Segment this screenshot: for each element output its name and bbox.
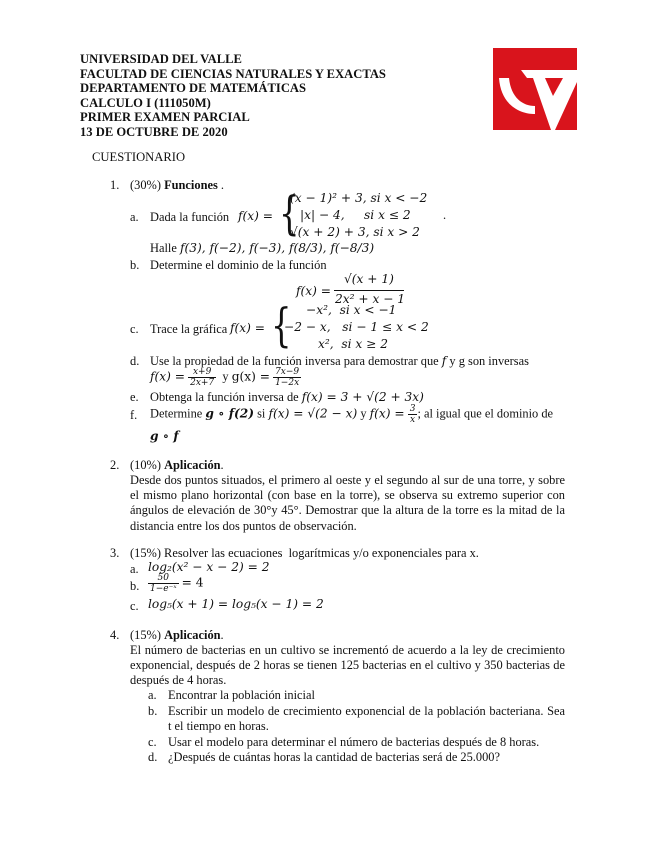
q1-title: Funciones — [164, 178, 218, 192]
q1a-fx: f(x) = — [238, 209, 273, 223]
q1a-period: . — [443, 208, 447, 222]
section-title: CUESTIONARIO — [92, 150, 186, 164]
q1e-text: Obtenga la función inversa de — [150, 390, 299, 404]
q1a-text: Dada la función — [150, 210, 230, 224]
q1-heading — [130, 178, 224, 193]
q1c-case-1: −x², si x < −1 — [306, 303, 397, 317]
q1f-tail: ; al igual que el dominio de — [417, 406, 554, 421]
q1f-fx1: f(x) = √(2 − x) — [268, 406, 358, 421]
q3c-math: log₅(x + 1) = log₅(x − 1) = 2 — [148, 597, 324, 611]
q1f-si: si — [257, 406, 266, 421]
q4d-label: d. — [148, 750, 158, 764]
q3c-label: c. — [130, 599, 139, 613]
q3a-math: log₂(x² − x − 2) = 2 — [148, 560, 270, 574]
q4-tail: . — [220, 628, 224, 642]
q1c-brace: { — [271, 298, 292, 352]
q2-title: Aplicación — [164, 458, 221, 472]
q1a-case-3 — [290, 225, 420, 239]
q1c-case-3: x², si x ≥ 2 — [318, 337, 388, 351]
q1f-fx2-numerator: 3 — [409, 404, 416, 414]
q2-tail: . — [220, 458, 224, 472]
q1e-math: f(x) = 3 + √(2 + 3x) — [301, 390, 424, 404]
q1f-gof2: g ∘ f(2) — [205, 406, 254, 421]
q4c-label: c. — [148, 735, 157, 749]
q1f-fx2-lhs: f(x) = — [369, 406, 405, 421]
header-line: PRIMER EXAMEN PARCIAL — [80, 110, 250, 125]
q2-heading — [130, 458, 224, 473]
q1c-label: c. — [130, 322, 139, 336]
q4b-text: Escribir un modelo de crecimiento exponencial de la población bacteriana. Sea t el tiempo en horas. — [168, 704, 565, 734]
q1b-lhs: f(x) = — [296, 284, 331, 298]
q1f-fx2-denominator: x — [410, 415, 416, 425]
header-line: CALCULO I (111050M) — [80, 95, 211, 110]
q1d-f: f — [441, 354, 447, 368]
q1b-denominator: 2x² + x − 1 — [335, 292, 406, 306]
q1b-label: b. — [130, 258, 140, 272]
q4d-text: ¿Después de cuántas horas la cantidad de bacterias será de 25.000? — [168, 750, 500, 764]
q4-heading — [130, 628, 224, 643]
q1d-g-denominator: 1−2x — [275, 378, 300, 388]
q3b-denominator: 1−e⁻ˣ — [150, 584, 177, 594]
q3b-fraction — [148, 573, 179, 594]
q1d-label: d. — [130, 354, 140, 368]
q1a-label: a. — [130, 210, 139, 224]
q3b-numerator: 50 — [148, 573, 179, 584]
q4c-text: Usar el modelo para determinar el número de bacterias después de 8 horas. — [168, 735, 540, 749]
q4-number: 4. — [110, 628, 120, 642]
q1a-brace: { — [279, 186, 300, 240]
q1a-halle-math: f(3), f(−2), f(−3), f(8/3), f(−8/3) — [179, 241, 375, 255]
q1d-g-fraction — [273, 367, 301, 388]
q1d-f-fraction — [188, 367, 216, 388]
q1-tail: . — [217, 178, 224, 192]
q1f-text: Determine — [150, 406, 203, 421]
q4-body: El número de bacterias en un cultivo se incrementó de acuerdo a la ley de crecimiento exponencial, después de 2 horas se tienen 125 bacterias en el cultivo y 350 bacterias de después de 4 horas. — [130, 643, 565, 688]
q1e-label: e. — [130, 390, 139, 404]
q1f-gof: g ∘ f — [150, 429, 179, 443]
q1b-text: Determine el dominio de la función — [150, 258, 327, 272]
q1-number: 1. — [110, 178, 120, 192]
q3-text: (15%) Resolver las ecuaciones logarítmicas y/o exponenciales para x. — [130, 546, 479, 560]
q1a-case-3-text: √(x + 2) + 3, si x > 2 — [290, 225, 420, 239]
q1d-and: y — [222, 369, 229, 384]
q1b-numerator: √(x + 1) — [344, 272, 394, 286]
header-line: DEPARTAMENTO DE MATEMÁTICAS — [80, 81, 307, 96]
header-block — [80, 52, 386, 140]
q3b-label: b. — [130, 579, 140, 593]
q1a-halle — [150, 241, 374, 256]
q1c-fx: f(x) = — [230, 321, 265, 335]
q1f-label: f. — [130, 408, 138, 422]
q3b-rhs: = 4 — [181, 575, 204, 590]
q1a-case-1: (x − 1)² + 3, si x < −2 — [290, 191, 428, 205]
header-line: UNIVERSIDAD DEL VALLE — [80, 52, 242, 66]
q1f-y: y — [360, 406, 367, 421]
q4b-label: b. — [148, 704, 158, 718]
q4a-text: Encontrar la población inicial — [168, 688, 315, 702]
q2-percentage: (10%) — [130, 458, 161, 472]
q1-percentage: (30%) — [130, 178, 161, 192]
q1c-case-2: −2 − x, si − 1 ≤ x < 2 — [284, 320, 429, 334]
q1d-text-after: y g son inversas — [449, 354, 529, 368]
q4a-label: a. — [148, 688, 157, 702]
q1d-f-lhs: f(x) = — [150, 369, 185, 384]
q1c-text: Trace la gráfica — [150, 322, 228, 336]
q1f-line — [150, 404, 553, 425]
q1e-line — [150, 390, 424, 405]
q4-percentage: (15%) — [130, 628, 161, 642]
q3-number: 3. — [110, 546, 120, 560]
q1f-fx2-fraction — [408, 404, 418, 425]
q1d-text-before: Use la propiedad de la función inversa para demostrar que — [150, 354, 439, 368]
logo-white-cut — [521, 70, 577, 78]
q1d-g-numerator: 7x−9 — [275, 367, 300, 377]
q1b-fraction-bar — [334, 290, 404, 291]
q2-body: Desde dos puntos situados, el primero al oeste y el segundo al sur de una torre, y sobre el mismo plano horizontal (con base en la torre), se observa su extremo superior con ángulos de elevación de 30°y 45°. Demostrar que la altura de la torre es la mitad de la distancia entre los dos puntos de observación. — [130, 473, 565, 533]
q2-number: 2. — [110, 458, 120, 472]
q1d-g-lhs: g(x) = — [231, 369, 270, 384]
q3a-label: a. — [130, 562, 139, 576]
q4-title: Aplicación — [164, 628, 221, 642]
header-line: 13 DE OCTUBRE DE 2020 — [80, 124, 228, 139]
q3b-equation — [148, 573, 204, 594]
q1a-halle-text: Halle — [150, 241, 177, 255]
q1a-case-2: |x| − 4, si x ≤ 2 — [300, 208, 411, 222]
q1d-functions — [150, 367, 301, 388]
university-logo — [493, 48, 577, 130]
q1d-f-denominator: 2x+7 — [190, 378, 215, 388]
q1d-f-numerator: x+9 — [188, 367, 216, 378]
header-line: FACULTAD DE CIENCIAS NATURALES Y EXACTAS — [80, 66, 386, 81]
